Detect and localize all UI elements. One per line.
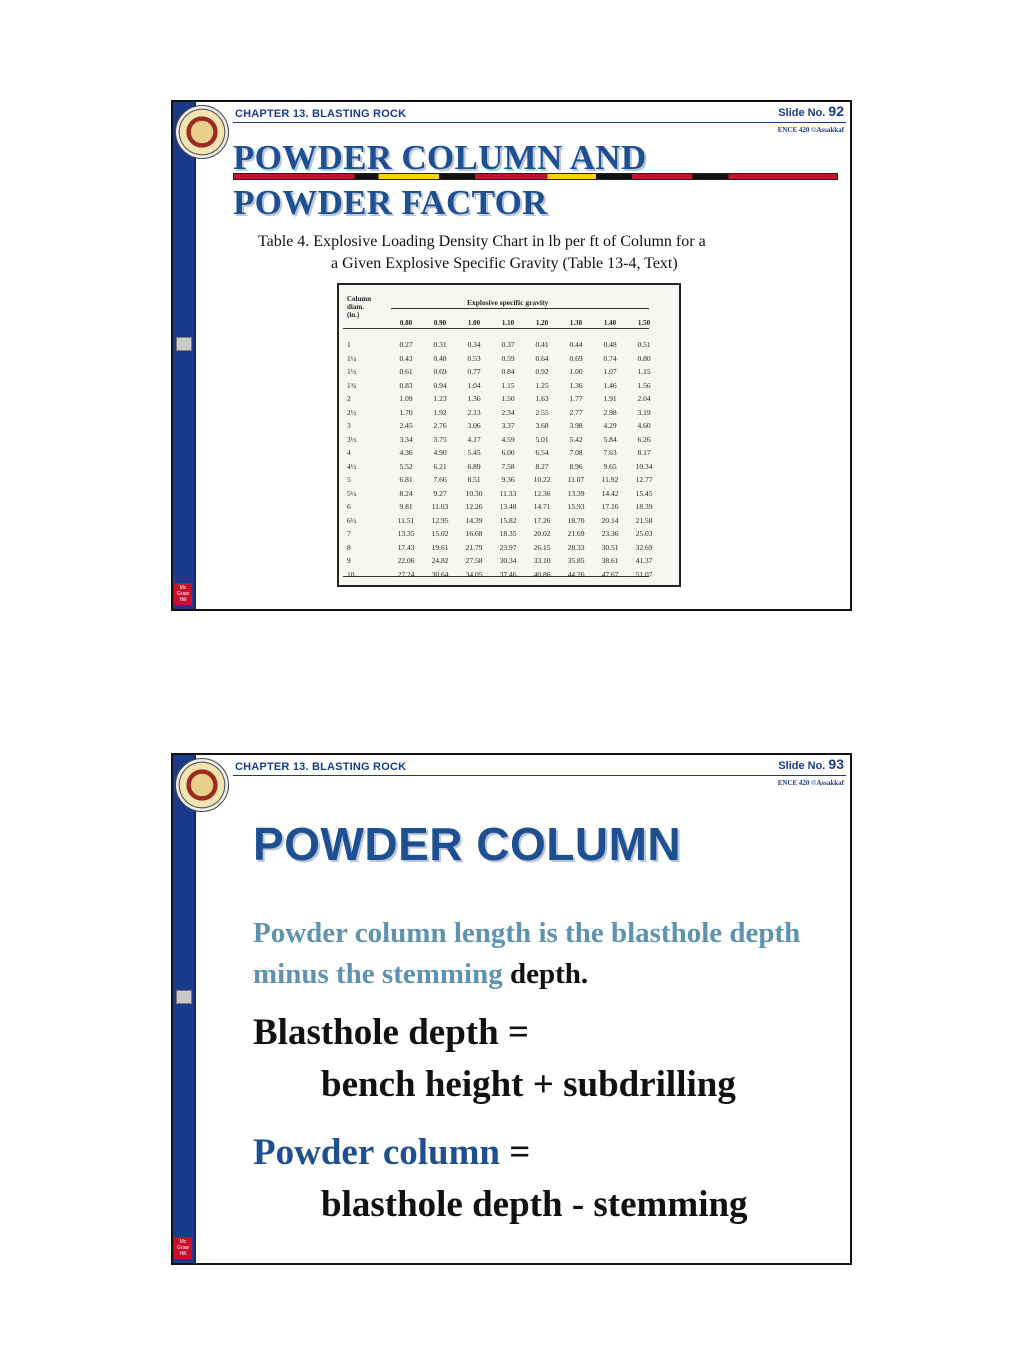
density-cell: 6.54 bbox=[535, 448, 549, 457]
density-cell: 3.34 bbox=[399, 434, 413, 444]
diameter-cell: 4 bbox=[347, 448, 351, 457]
density-cell: 14.42 bbox=[601, 488, 619, 498]
slide-title-line-1: POWDER COLUMN AND bbox=[233, 138, 647, 177]
density-cell: 21.58 bbox=[635, 515, 653, 525]
density-cell: 1.36 bbox=[569, 380, 583, 390]
density-cell: 0.69 bbox=[569, 353, 583, 363]
definition-paragraph bbox=[253, 913, 833, 995]
group-rule bbox=[391, 308, 649, 309]
density-cell: 5.42 bbox=[569, 434, 583, 444]
density-cell: 35.85 bbox=[567, 556, 585, 565]
equation-lhs: Powder column bbox=[253, 1132, 501, 1173]
slide-number bbox=[778, 103, 844, 119]
density-cell: 4.36 bbox=[399, 448, 413, 457]
density-cell: 27.58 bbox=[465, 556, 483, 565]
density-cell: 2.45 bbox=[399, 421, 413, 430]
diameter-cell: 2½ bbox=[347, 407, 357, 417]
density-cell: 3.98 bbox=[569, 421, 583, 430]
density-cell: 1.09 bbox=[399, 394, 413, 403]
density-cell: 13.39 bbox=[567, 488, 585, 498]
density-cell: 0.61 bbox=[399, 367, 413, 376]
diameter-cell: 1¼ bbox=[347, 353, 357, 363]
density-cell: 14.71 bbox=[533, 502, 551, 511]
density-cell: 8.96 bbox=[569, 461, 583, 471]
course-credit: ENCE 420 ©Assakkaf bbox=[777, 126, 844, 134]
chapter-label: CHAPTER 13. BLASTING ROCK bbox=[235, 108, 407, 120]
slide-number bbox=[778, 756, 844, 772]
density-cell: 13.35 bbox=[397, 529, 415, 538]
density-cell: 12.36 bbox=[533, 488, 551, 498]
equation-rhs: bench height + subdrilling bbox=[321, 1064, 736, 1105]
density-cell: 0.59 bbox=[501, 353, 515, 363]
powder-column-equation bbox=[253, 1127, 748, 1231]
density-cell: 9.36 bbox=[501, 475, 515, 484]
equation-lhs: Blasthole depth = bbox=[253, 1012, 530, 1053]
mcgraw-hill-logo-icon: Mc Graw Hill bbox=[174, 583, 192, 605]
diameter-cell: 4½ bbox=[347, 461, 357, 471]
density-cell: 0.83 bbox=[399, 380, 413, 390]
density-cell: 18.39 bbox=[635, 502, 653, 511]
density-cell: 10.30 bbox=[465, 488, 483, 498]
density-cell: 44.26 bbox=[567, 569, 585, 579]
density-cell: 0.64 bbox=[535, 353, 549, 363]
slide-93 bbox=[171, 753, 852, 1265]
diameter-cell: 1¾ bbox=[347, 380, 357, 390]
density-cell: 4.90 bbox=[433, 448, 447, 457]
density-cell: 0.51 bbox=[637, 340, 651, 349]
density-cell: 0.69 bbox=[433, 367, 447, 376]
density-cell: 12.26 bbox=[465, 502, 483, 511]
header-rule bbox=[233, 775, 846, 776]
density-cell: 6.00 bbox=[501, 448, 515, 457]
density-cell: 16.68 bbox=[465, 529, 483, 538]
density-cell: 51.07 bbox=[635, 569, 653, 579]
density-cell: 8.51 bbox=[467, 475, 481, 484]
table-caption-line-2: a Given Explosive Specific Gravity (Table 13-4, Text) bbox=[331, 255, 678, 272]
density-cell: 1.07 bbox=[603, 367, 617, 376]
density-cell: 18.70 bbox=[567, 515, 585, 525]
density-cell: 28.33 bbox=[567, 542, 585, 552]
table-caption-line-1: Table 4. Explosive Loading Density Chart in lb per ft of Column for a bbox=[258, 233, 706, 250]
blasthole-depth-equation bbox=[253, 1007, 736, 1111]
density-cell: 0.53 bbox=[467, 353, 481, 363]
density-cell: 26.15 bbox=[533, 542, 551, 552]
density-cell: 1.70 bbox=[399, 407, 413, 417]
density-cell: 2.04 bbox=[637, 394, 651, 403]
density-cell: 1.25 bbox=[535, 380, 549, 390]
density-cell: 0.48 bbox=[603, 340, 617, 349]
slide-number-value: 92 bbox=[828, 103, 844, 119]
density-cell: 2.34 bbox=[501, 407, 515, 417]
header-rule bbox=[233, 122, 846, 123]
density-cell: 13.48 bbox=[499, 502, 517, 511]
density-cell: 0.77 bbox=[467, 367, 481, 376]
gravity-header: 0.90 bbox=[433, 319, 447, 327]
density-cell: 4.59 bbox=[501, 434, 515, 444]
density-cell: 0.48 bbox=[433, 353, 447, 363]
col-header-line-2: diam. bbox=[347, 303, 364, 311]
density-cell: 6.89 bbox=[467, 461, 481, 471]
density-cell: 25.03 bbox=[635, 529, 653, 538]
density-cell: 15.82 bbox=[499, 515, 517, 525]
table-caption bbox=[258, 231, 848, 275]
col-header-line-3: (in.) bbox=[347, 311, 360, 319]
density-cell: 11.33 bbox=[499, 488, 517, 498]
density-cell: 18.35 bbox=[499, 529, 517, 538]
density-cell: 15.93 bbox=[567, 502, 585, 511]
course-credit: ENCE 420 ©Assakkaf bbox=[777, 779, 844, 787]
slide-number-label: Slide No. bbox=[778, 107, 826, 119]
density-cell: 21.69 bbox=[567, 529, 585, 538]
density-cell: 38.61 bbox=[601, 556, 619, 565]
density-cell: 7.08 bbox=[569, 448, 583, 457]
diameter-cell: 8 bbox=[347, 542, 351, 552]
density-cell: 0.43 bbox=[399, 353, 413, 363]
density-cell: 37.46 bbox=[499, 569, 517, 579]
column-diameter-header bbox=[347, 295, 371, 319]
density-cell: 12.77 bbox=[635, 475, 653, 484]
density-cell: 20.14 bbox=[601, 515, 619, 525]
density-cell: 11.07 bbox=[567, 475, 585, 484]
density-cell: 24.82 bbox=[431, 556, 449, 565]
density-cell: 6.81 bbox=[399, 475, 413, 484]
density-cell: 3.06 bbox=[467, 421, 481, 430]
density-cell: 11.03 bbox=[431, 502, 449, 511]
density-cell: 1.77 bbox=[569, 394, 583, 403]
density-cell: 15.45 bbox=[635, 488, 653, 498]
density-cell: 9.65 bbox=[603, 461, 617, 471]
gravity-header: 1.50 bbox=[637, 319, 651, 327]
university-seal-icon bbox=[175, 105, 229, 159]
slide-title bbox=[233, 135, 646, 225]
density-cell: 5.84 bbox=[603, 434, 617, 444]
gravity-header: 1.00 bbox=[467, 319, 481, 327]
density-cell: 6.21 bbox=[433, 461, 447, 471]
density-cell: 0.84 bbox=[501, 367, 515, 376]
density-cell: 7.58 bbox=[501, 461, 515, 471]
density-cell: 7.66 bbox=[433, 475, 447, 484]
density-cell: 0.31 bbox=[433, 340, 447, 349]
header-rule bbox=[343, 328, 649, 329]
density-cell: 9.27 bbox=[433, 488, 447, 498]
slide-number-label: Slide No. bbox=[778, 760, 826, 772]
sidebar-stripe bbox=[173, 755, 196, 1263]
slide-marker-icon bbox=[176, 337, 192, 351]
density-cell: 0.74 bbox=[603, 353, 617, 363]
density-cell: 5.45 bbox=[467, 448, 481, 457]
gravity-header: 1.30 bbox=[569, 319, 583, 327]
density-cell: 1.92 bbox=[433, 407, 447, 417]
density-cell: 8.27 bbox=[535, 461, 549, 471]
density-cell: 1.00 bbox=[569, 367, 583, 376]
diameter-cell: 9 bbox=[347, 556, 351, 565]
density-cell: 10.34 bbox=[635, 461, 653, 471]
diameter-cell: 7 bbox=[347, 529, 351, 538]
density-cell: 17.43 bbox=[397, 542, 415, 552]
density-cell: 1.50 bbox=[501, 394, 515, 403]
density-cell: 32.69 bbox=[635, 542, 653, 552]
density-cell: 40.86 bbox=[533, 569, 551, 579]
density-cell: 0.34 bbox=[467, 340, 481, 349]
density-cell: 2.76 bbox=[433, 421, 447, 430]
density-cell: 0.80 bbox=[637, 353, 651, 363]
density-cell: 3.68 bbox=[535, 421, 549, 430]
density-cell: 8.24 bbox=[399, 488, 413, 498]
gravity-header: 0.80 bbox=[399, 319, 413, 327]
density-cell: 4.29 bbox=[603, 421, 617, 430]
gravity-header: 1.20 bbox=[535, 319, 549, 327]
equation-rhs: blasthole depth - stemming bbox=[321, 1184, 748, 1225]
density-cell: 34.05 bbox=[465, 569, 483, 579]
loading-density-table bbox=[337, 283, 681, 587]
diameter-cell: 5 bbox=[347, 475, 351, 484]
diameter-cell: 1 bbox=[347, 340, 351, 349]
density-cell: 4.60 bbox=[637, 421, 651, 430]
density-cell: 0.44 bbox=[569, 340, 583, 349]
density-cell: 3.37 bbox=[501, 421, 515, 430]
density-cell: 6.26 bbox=[637, 434, 651, 444]
specific-gravity-group-header: Explosive specific gravity bbox=[467, 298, 549, 307]
density-cell: 8.17 bbox=[637, 448, 651, 457]
density-cell: 23.97 bbox=[499, 542, 517, 552]
density-cell: 2.77 bbox=[569, 407, 583, 417]
density-cell: 2.55 bbox=[535, 407, 549, 417]
density-cell: 0.37 bbox=[501, 340, 515, 349]
diameter-cell: 3 bbox=[347, 421, 351, 430]
density-cell: 33.10 bbox=[533, 556, 551, 565]
density-cell: 5.52 bbox=[399, 461, 413, 471]
density-cell: 17.16 bbox=[601, 502, 619, 511]
density-cell: 1.63 bbox=[535, 394, 549, 403]
density-cell: 30.34 bbox=[499, 556, 517, 565]
density-cell: 1.23 bbox=[433, 394, 447, 403]
density-cell: 1.15 bbox=[501, 380, 515, 390]
density-cell: 0.92 bbox=[535, 367, 549, 376]
density-cell: 10.22 bbox=[533, 475, 551, 484]
density-cell: 11.51 bbox=[397, 515, 415, 525]
mcgraw-hill-logo-icon: Mc Graw Hill bbox=[174, 1237, 192, 1259]
gravity-header: 1.40 bbox=[603, 319, 617, 327]
density-cell: 0.41 bbox=[535, 340, 549, 349]
density-cell: 1.46 bbox=[603, 380, 617, 390]
density-cell: 2.98 bbox=[603, 407, 617, 417]
gravity-header: 1.10 bbox=[501, 319, 515, 327]
col-header-line-1: Column bbox=[347, 295, 372, 303]
density-cell: 17.26 bbox=[533, 515, 551, 525]
density-cell: 1.91 bbox=[603, 394, 617, 403]
definition-text: Powder column length is the blasthole depth minus the stemming bbox=[253, 917, 801, 990]
slide-marker-icon bbox=[176, 990, 192, 1004]
density-cell: 4.17 bbox=[467, 434, 481, 444]
diameter-cell: 1½ bbox=[347, 367, 357, 376]
density-cell: 19.61 bbox=[431, 542, 449, 552]
density-cell: 22.06 bbox=[397, 556, 415, 565]
diameter-cell: 6½ bbox=[347, 515, 357, 525]
diameter-cell: 6 bbox=[347, 502, 351, 511]
slide-title: POWDER COLUMN bbox=[253, 818, 682, 870]
slide-number-value: 93 bbox=[828, 756, 844, 772]
density-cell: 23.36 bbox=[601, 529, 619, 538]
density-cell: 1.36 bbox=[467, 394, 481, 403]
density-cell: 14.39 bbox=[465, 515, 483, 525]
slide-92 bbox=[171, 100, 852, 611]
density-cell: 3.75 bbox=[433, 434, 447, 444]
chapter-label: CHAPTER 13. BLASTING ROCK bbox=[235, 761, 407, 773]
density-cell: 27.24 bbox=[397, 569, 415, 579]
density-cell: 9.81 bbox=[399, 502, 413, 511]
density-cell: 30.64 bbox=[431, 569, 449, 579]
density-cell: 3.19 bbox=[637, 407, 651, 417]
density-cell: 11.92 bbox=[601, 475, 619, 484]
density-cell: 5.01 bbox=[535, 434, 549, 444]
diameter-cell: 5½ bbox=[347, 488, 357, 498]
density-cell: 2.13 bbox=[467, 407, 481, 417]
sidebar-stripe bbox=[173, 102, 196, 609]
density-cell: 7.63 bbox=[603, 448, 617, 457]
density-cell: 30.51 bbox=[601, 542, 619, 552]
equation-equals: = bbox=[500, 1132, 531, 1173]
density-cell: 0.27 bbox=[399, 340, 413, 349]
diameter-cell: 2 bbox=[347, 394, 351, 403]
density-cell: 1.15 bbox=[637, 367, 651, 376]
diameter-cell: 10 bbox=[347, 569, 355, 579]
slide-title-line-2: POWDER FACTOR bbox=[233, 183, 548, 222]
density-cell: 15.02 bbox=[431, 529, 449, 538]
definition-text-end: depth. bbox=[502, 958, 589, 990]
density-cell: 21.79 bbox=[465, 542, 483, 552]
density-cell: 0.94 bbox=[433, 380, 447, 390]
diameter-cell: 3½ bbox=[347, 434, 357, 444]
density-cell: 47.67 bbox=[601, 569, 619, 579]
density-cell: 1.04 bbox=[467, 380, 481, 390]
density-cell: 1.56 bbox=[637, 380, 651, 390]
university-seal-icon bbox=[175, 758, 229, 812]
density-cell: 12.95 bbox=[431, 515, 449, 525]
density-cell: 41.37 bbox=[635, 556, 653, 565]
density-cell: 20.02 bbox=[533, 529, 551, 538]
